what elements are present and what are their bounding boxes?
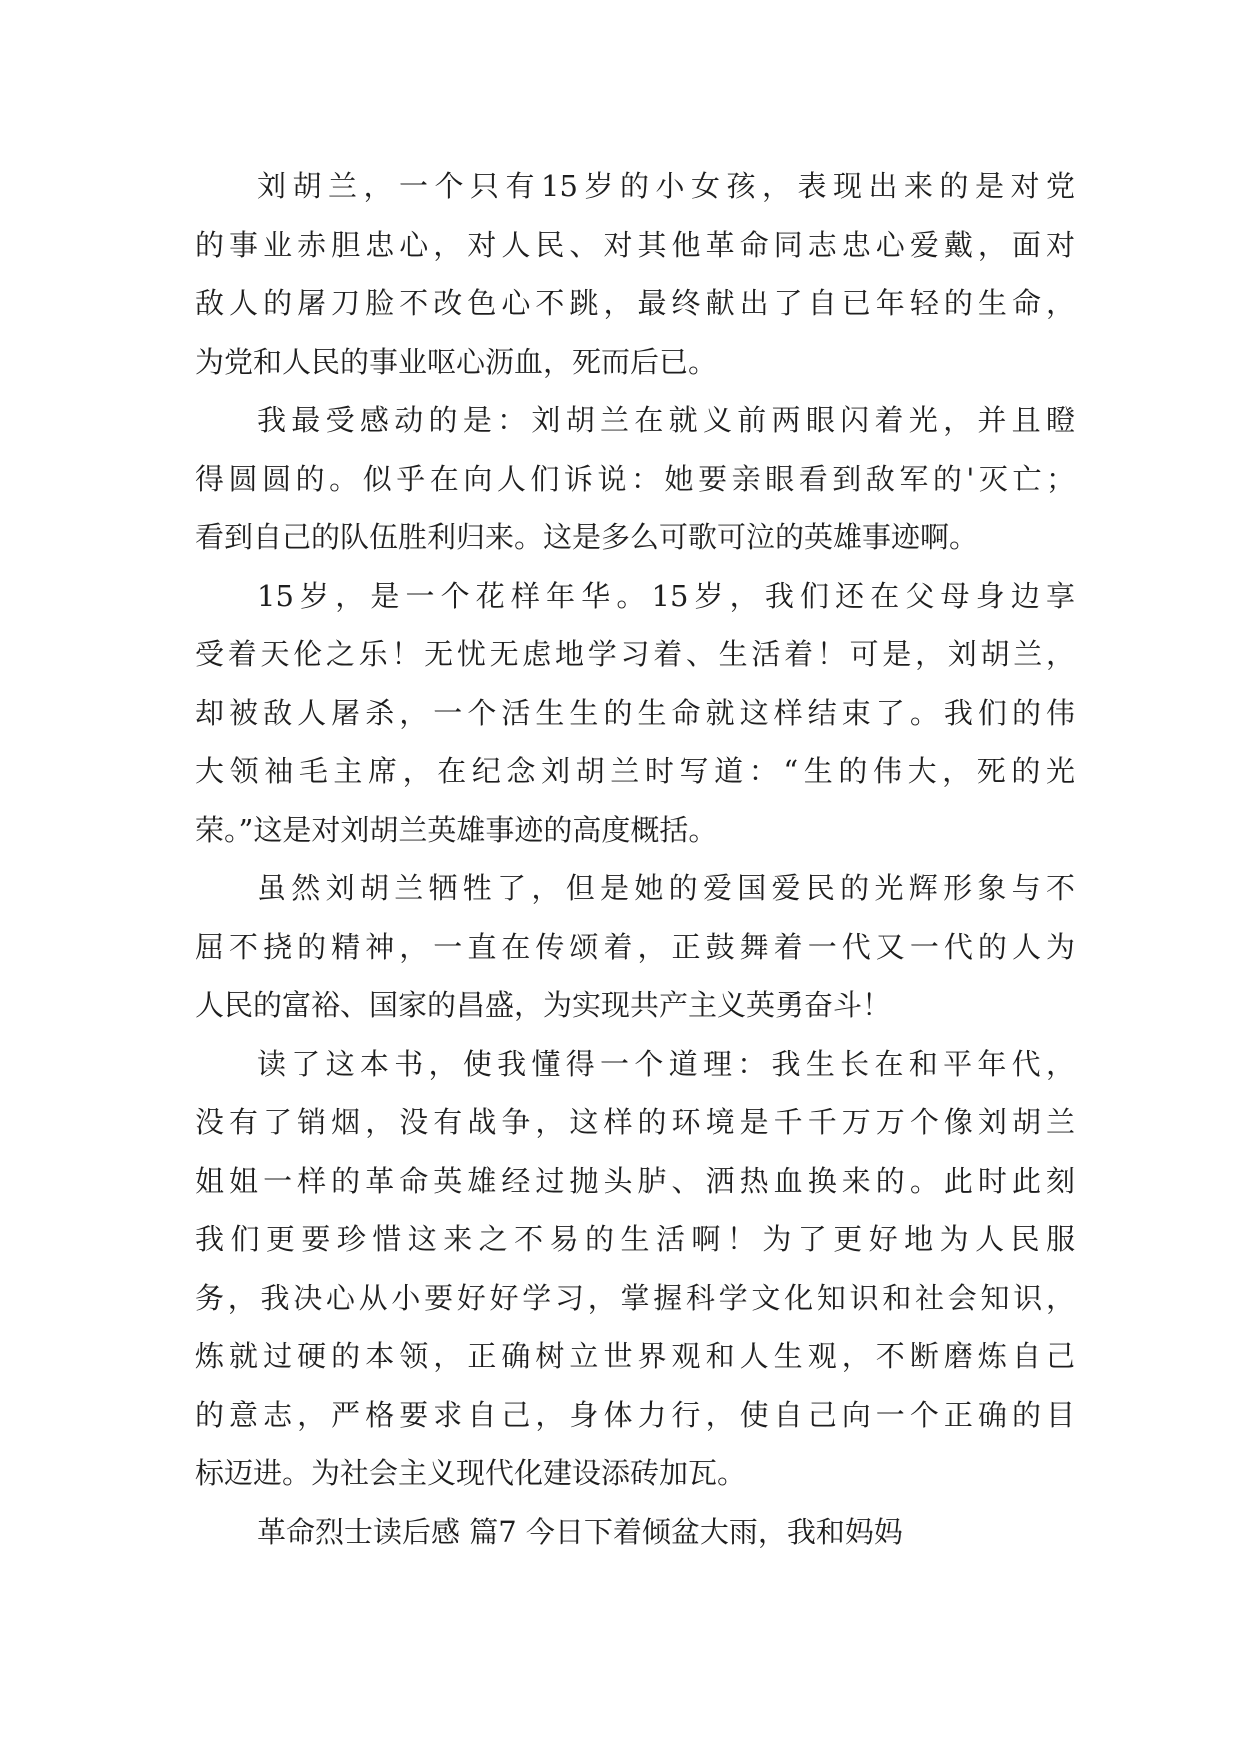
paragraph-1 (195, 157, 1075, 391)
paragraph-line: 敌人的屠刀脸不改色心不跳，最终献出了自已年轻的生命， (195, 286, 1075, 320)
paragraph-line: 的意志，严格要求自己，身体力行，使自己向一个正确的目 (195, 1397, 1075, 1432)
paragraph-line: 受着天伦之乐！无忧无虑地学习着、生活着！可是，刘胡兰， (195, 637, 1075, 671)
paragraph-line: 标迈进。为社会主义现代化建设添砖加瓦。 (195, 1456, 747, 1490)
paragraph-2 (195, 391, 1075, 567)
paragraph-5 (195, 1035, 1075, 1503)
paragraph-line: 务，我决心从小要好好学习，掌握科学文化知识和社会知识， (195, 1280, 1075, 1315)
paragraph-line: 读了这本书，使我懂得一个道理：我生长在和平年代， (257, 1046, 1075, 1081)
paragraph-line: 得圆圆的。似乎在向人们诉说：她要亲眼看到敌军的'灭亡； (195, 461, 1075, 496)
paragraph-line: 为党和人民的事业呕心沥血，死而后已。 (195, 344, 718, 379)
paragraph-line: 人民的富裕、国家的昌盛，为实现共产主义英勇奋斗！ (195, 988, 892, 1022)
paragraph-line: 姐姐一样的革命英雄经过抛头胪、洒热血换来的。此时此刻 (195, 1163, 1075, 1198)
paragraph-4 (195, 859, 1075, 1035)
paragraph-line: 的事业赤胆忠心，对人民、对其他革命同志忠心爱戴，面对 (195, 227, 1075, 262)
paragraph-line: 却被敌人屠杀，一个活生生的生命就这样结束了。我们的伟 (195, 695, 1075, 730)
section-heading-line: 革命烈士读后感 篇7 今日下着倾盆大雨，我和妈妈 (257, 1514, 903, 1549)
document-body (195, 157, 1075, 1561)
paragraph-line: 我们更要珍惜这来之不易的生活啊！为了更好地为人民服 (195, 1222, 1075, 1256)
paragraph-line: 我最受感动的是：刘胡兰在就义前两眼闪着光，并且瞪 (257, 403, 1075, 437)
paragraph-line: 刘胡兰，一个只有15岁的小女孩，表现出来的是对党 (257, 169, 1075, 203)
paragraph-line: 大领袖毛主席，在纪念刘胡兰时写道：“生的伟大，死的光 (195, 754, 1075, 788)
paragraph-line: 虽然刘胡兰牺牲了，但是她的爱国爱民的光辉形象与不 (257, 871, 1075, 905)
paragraph-line: 没有了销烟，没有战争，这样的环境是千千万万个像刘胡兰 (195, 1105, 1075, 1139)
paragraph-3 (195, 567, 1075, 860)
paragraph-line: 看到自己的队伍胜利归来。这是多么可歌可泣的英雄事迹啊。 (195, 520, 979, 554)
paragraph-line: 屈不挠的精神，一直在传颂着，正鼓舞着一代又一代的人为 (195, 929, 1075, 964)
paragraph-line: 荣。”这是对刘胡兰英雄事迹的高度概括。 (195, 812, 718, 847)
paragraph-line: 炼就过硬的本领，正确树立世界观和人生观，不断磨炼自己 (195, 1339, 1075, 1373)
paragraph-6 (195, 1503, 1075, 1562)
paragraph-line: 15岁，是一个花样年华。15岁，我们还在父母身边享 (257, 578, 1075, 613)
